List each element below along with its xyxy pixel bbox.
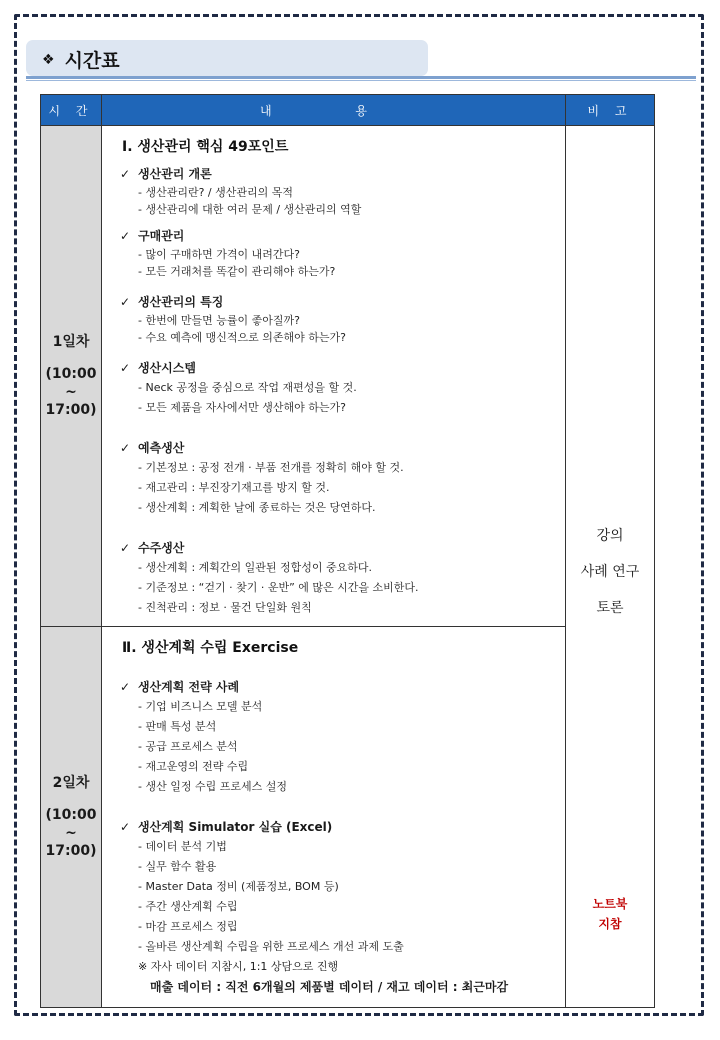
note-discussion: 토론 — [596, 600, 624, 616]
day2-time-end: 17:00) — [45, 843, 97, 859]
day1-time-end: 17:00) — [45, 402, 97, 418]
header-note: 비 고 — [566, 95, 655, 126]
section-2-2 — [120, 817, 561, 997]
section-1-3 — [120, 292, 561, 346]
list-item: - Neck 공정을 중심으로 작업 재편성을 할 것. — [138, 381, 357, 394]
day2-time-sep: ~ — [65, 825, 77, 841]
check-icon: ✓ — [120, 441, 131, 455]
title-underline — [26, 76, 696, 79]
list-item: - 생산관리란? / 생산관리의 목적 — [138, 186, 294, 199]
list-item: - Master Data 정비 (제품정보, BOM 등) — [138, 880, 339, 893]
list-item: - 생산계획 : 계획간의 일관된 정합성이 중요하다. — [138, 561, 373, 574]
header-content: 내 용 — [102, 95, 566, 126]
day2-label: 2일차 — [52, 775, 90, 791]
header-time: 시 간 — [41, 95, 102, 126]
page-title-row — [42, 46, 120, 73]
diamond-icon: ❖ — [42, 51, 55, 68]
day2-time-cell — [41, 627, 102, 1008]
note-laptop: 노트북 — [592, 897, 628, 911]
check-icon: ✓ — [120, 541, 131, 555]
list-item: - 기본정보 : 공정 전개 · 부품 전개를 정확히 해야 할 것. — [138, 461, 404, 474]
day2-content-cell — [102, 627, 566, 1008]
list-item: - 데이터 분석 기법 — [138, 840, 227, 853]
list-item: - 기업 비즈니스 모델 분석 — [138, 700, 263, 713]
schedule-table — [40, 94, 655, 1008]
note-bring-laptop — [566, 894, 654, 934]
note-lecture: 강의 — [596, 528, 624, 544]
day1-time-start: (10:00 — [45, 366, 97, 382]
list-item: - 한번에 만들면 능률이 좋아질까? — [138, 314, 300, 327]
day1-row — [41, 126, 655, 627]
day1-time-sep: ~ — [65, 384, 77, 400]
list-item: - 재고관리 : 부진장기재고를 방지 할 것. — [138, 481, 330, 494]
note-cell — [566, 126, 655, 1008]
data-requirement-note: 매출 데이터 : 직전 6개월의 제품별 데이터 / 재고 데이터 : 최근마감 — [150, 980, 509, 994]
list-item: - 실무 함수 활용 — [138, 860, 217, 873]
section-1-2 — [120, 226, 561, 280]
check-icon: ✓ — [120, 295, 131, 309]
section-title: 생산계획 전략 사례 — [138, 680, 240, 694]
check-icon: ✓ — [120, 361, 131, 375]
section-1-4 — [120, 358, 561, 418]
list-item: - 수요 예측에 맹신적으로 의존해야 하는가? — [138, 331, 346, 344]
list-item: - 주간 생산계획 수립 — [138, 900, 238, 913]
list-item: - 마감 프로세스 정립 — [138, 920, 238, 933]
footnote: ※ 자사 데이터 지참시, 1:1 상담으로 진행 — [138, 960, 339, 973]
day2-part-title: Ⅱ. 생산계획 수립 Exercise — [122, 640, 299, 656]
section-title: 구매관리 — [138, 229, 185, 243]
list-item: - 생산 일정 수립 프로세스 설정 — [138, 780, 287, 793]
list-item: - 생산계획 : 계획한 날에 종료하는 것은 당연하다. — [138, 501, 376, 514]
day2-time-start: (10:00 — [45, 807, 97, 823]
check-icon: ✓ — [120, 229, 131, 243]
day1-label: 1일차 — [52, 334, 90, 350]
section-title: 생산시스템 — [138, 361, 196, 375]
day1-time-cell — [41, 126, 102, 627]
day1-part-title: Ⅰ. 생산관리 핵심 49포인트 — [122, 139, 289, 155]
section-title: 수주생산 — [138, 541, 185, 555]
section-title: 예측생산 — [138, 441, 185, 455]
section-1-1 — [120, 164, 561, 218]
note-bring: 지참 — [598, 917, 622, 931]
check-icon: ✓ — [120, 167, 131, 181]
list-item: - 많이 구매하면 가격이 내려간다? — [138, 248, 300, 261]
section-title: 생산계획 Simulator 실습 (Excel) — [138, 820, 333, 834]
check-icon: ✓ — [120, 820, 131, 834]
list-item: - 모든 제품을 자사에서만 생산해야 하는가? — [138, 401, 346, 414]
list-item: - 기준정보 : “걷기 · 찾기 · 운반” 에 많은 시간을 소비한다. — [138, 581, 419, 594]
note-case-study: 사례 연구 — [580, 564, 640, 580]
list-item: - 진척관리 : 정보 · 물건 단일화 원칙 — [138, 601, 312, 614]
section-title: 생산관리의 특징 — [138, 295, 224, 309]
list-item: - 재고운영의 전략 수립 — [138, 760, 249, 773]
check-icon: ✓ — [120, 680, 131, 694]
section-1-6 — [120, 538, 561, 618]
title-underline-thin — [26, 80, 696, 81]
day1-content-cell — [102, 126, 566, 627]
page-title: 시간표 — [64, 50, 120, 72]
header-row — [41, 95, 655, 126]
section-1-5 — [120, 438, 561, 518]
day2-row — [41, 627, 655, 1008]
section-title: 생산관리 개론 — [138, 167, 212, 181]
list-item: - 생산관리에 대한 여러 문제 / 생산관리의 역할 — [138, 203, 362, 216]
note-main — [566, 518, 654, 626]
section-2-1 — [120, 677, 561, 797]
list-item: - 모든 거래처를 똑같이 관리해야 하는가? — [138, 265, 336, 278]
list-item: - 공급 프로세스 분석 — [138, 740, 238, 753]
list-item: - 올바른 생산계획 수립을 위한 프로세스 개선 과제 도출 — [138, 940, 404, 953]
list-item: - 판매 특성 분석 — [138, 720, 217, 733]
